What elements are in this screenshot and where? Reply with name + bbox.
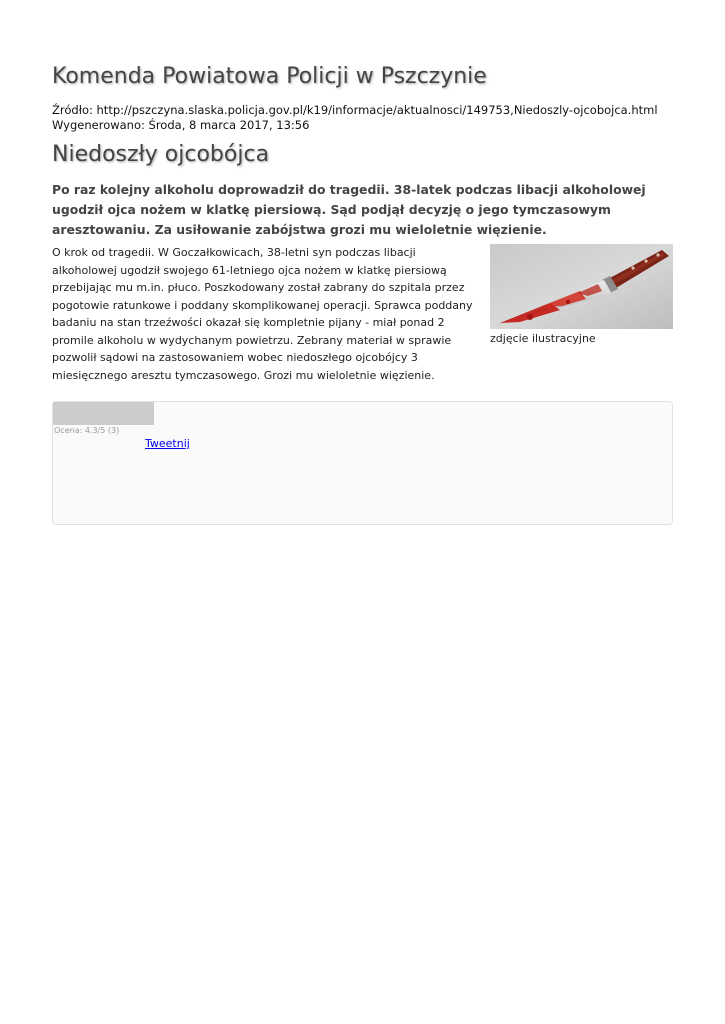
- image-caption: zdjęcie ilustracyjne: [490, 332, 596, 345]
- meta-info: [52, 103, 658, 133]
- tweet-link[interactable]: Tweetnij: [145, 437, 190, 450]
- source-line: Źródło: http://pszczyna.slaska.policja.gov.pl/k19/informacje/aktualnosci/149753,Niedoszly-ojcobojca.html: [52, 103, 658, 117]
- site-title: Komenda Powiatowa Policji w Pszczynie: [52, 64, 487, 89]
- rating-stars[interactable]: [53, 402, 154, 425]
- rating-box: [52, 401, 673, 525]
- article-figure: [490, 244, 673, 345]
- article-lead: Po raz kolejny alkoholu doprowadził do tragedii. 38-latek podczas libacji alkoholowej ugodził ojca nożem w klatkę piersiową. Sąd podjął decyzję o jego tymczasowym aresztowaniu. Za usiłowanie zabójstwa grozi mu wieloletnie więzienie.: [52, 182, 646, 237]
- article-title: Niedoszły ojcobójca: [52, 142, 270, 167]
- knife-photo: [490, 244, 673, 329]
- rating-text: Ocena: 4.3/5 (3): [54, 426, 120, 435]
- generated-line: Wygenerowano: Środa, 8 marca 2017, 13:56: [52, 118, 310, 132]
- article-body: O krok od tragedii. W Goczałkowicach, 38-letni syn podczas libacji alkoholowej ugodził swojego 61-letniego ojca nożem w klatkę piersiową przebijając mu m.in. płuco. Poszkodowany został zabrany do szpitala przez pogotowie ratunkowe i poddany skomplikowanej operacji. Sprawca poddany badaniu na stan trzeźwości okazał się kompletnie pijany - miał ponad 2 promile alkoholu w wydychanym powietrzu. Zebrany materiał w sprawie pozwolił sądowi na zastosowaniem wobec niedoszłego ojcobójcy 3 miesięcznego aresztu tymczasowego. Grozi mu wieloletnie więzienie.: [52, 246, 473, 382]
